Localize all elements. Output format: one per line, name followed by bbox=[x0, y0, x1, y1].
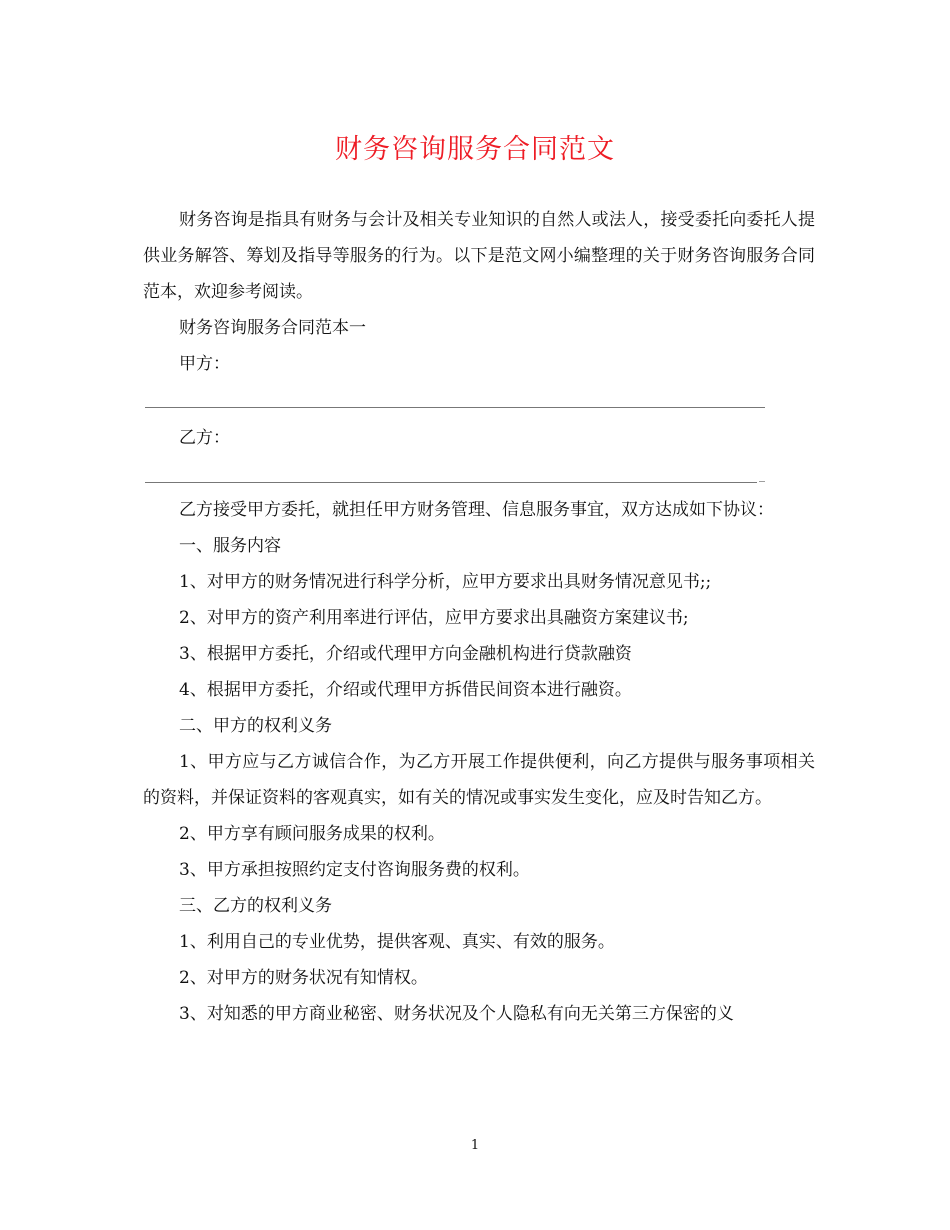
section3-item: 1、利用自己的专业优势，提供客观、真实、有效的服务。 bbox=[179, 932, 615, 952]
agreement-paragraph: 乙方接受甲方委托，就担任甲方财务管理、信息服务事宜，双方达成如下协议： bbox=[179, 500, 774, 520]
intro-paragraph: 财务咨询是指具有财务与会计及相关专业知识的自然人或法人，接受委托向委托人提供业务解答、筹划及指导等服务的行为。以下是范文网小编整理的关于财务咨询服务合同范本，欢迎参考阅读。 bbox=[143, 210, 815, 302]
page-number: 1 bbox=[470, 1138, 480, 1153]
section3-item: 3、对知悉的甲方商业秘密、财务状况及个人隐私有向无关第三方保密的义 bbox=[179, 1004, 734, 1024]
section3-heading: 三、乙方的权利义务 bbox=[179, 896, 332, 916]
contract-body bbox=[143, 492, 815, 1032]
party-a-label: 甲方： bbox=[179, 354, 230, 374]
party-b-label: 乙方： bbox=[179, 428, 230, 448]
intro-block bbox=[143, 202, 815, 382]
party-a-signature-line bbox=[145, 407, 765, 408]
section1-heading: 一、服务内容 bbox=[179, 536, 281, 556]
section2-heading: 二、甲方的权利义务 bbox=[179, 716, 332, 736]
section3-item: 2、对甲方的财务状况有知情权。 bbox=[179, 968, 428, 988]
sample-heading: 财务咨询服务合同范本一 bbox=[179, 318, 366, 338]
section1-item: 1、对甲方的财务情况进行科学分析，应甲方要求出具财务情况意见书;; bbox=[179, 572, 712, 592]
section2-item: 1、甲方应与乙方诚信合作，为乙方开展工作提供便利，向乙方提供与服务事项相关的资料，并保证资料的客观真实，如有关的情况或事实发生变化，应及时告知乙方。 bbox=[143, 752, 815, 808]
section1-item: 4、根据甲方委托，介绍或代理甲方拆借民间资本进行融资。 bbox=[179, 680, 632, 700]
document-title: 财务咨询服务合同范文 bbox=[335, 134, 615, 165]
section2-item: 2、甲方享有顾问服务成果的权利。 bbox=[179, 824, 445, 844]
party-b-signature-line bbox=[145, 482, 757, 483]
section1-item: 2、对甲方的资产利用率进行评估，应甲方要求出具融资方案建议书; bbox=[179, 608, 689, 628]
section1-item: 3、根据甲方委托，介绍或代理甲方向金融机构进行贷款融资 bbox=[179, 644, 632, 664]
party-b-block bbox=[143, 420, 815, 456]
section2-item: 3、甲方承担按照约定支付咨询服务费的权利。 bbox=[179, 860, 530, 880]
party-b-line-mark: _ bbox=[759, 468, 765, 482]
